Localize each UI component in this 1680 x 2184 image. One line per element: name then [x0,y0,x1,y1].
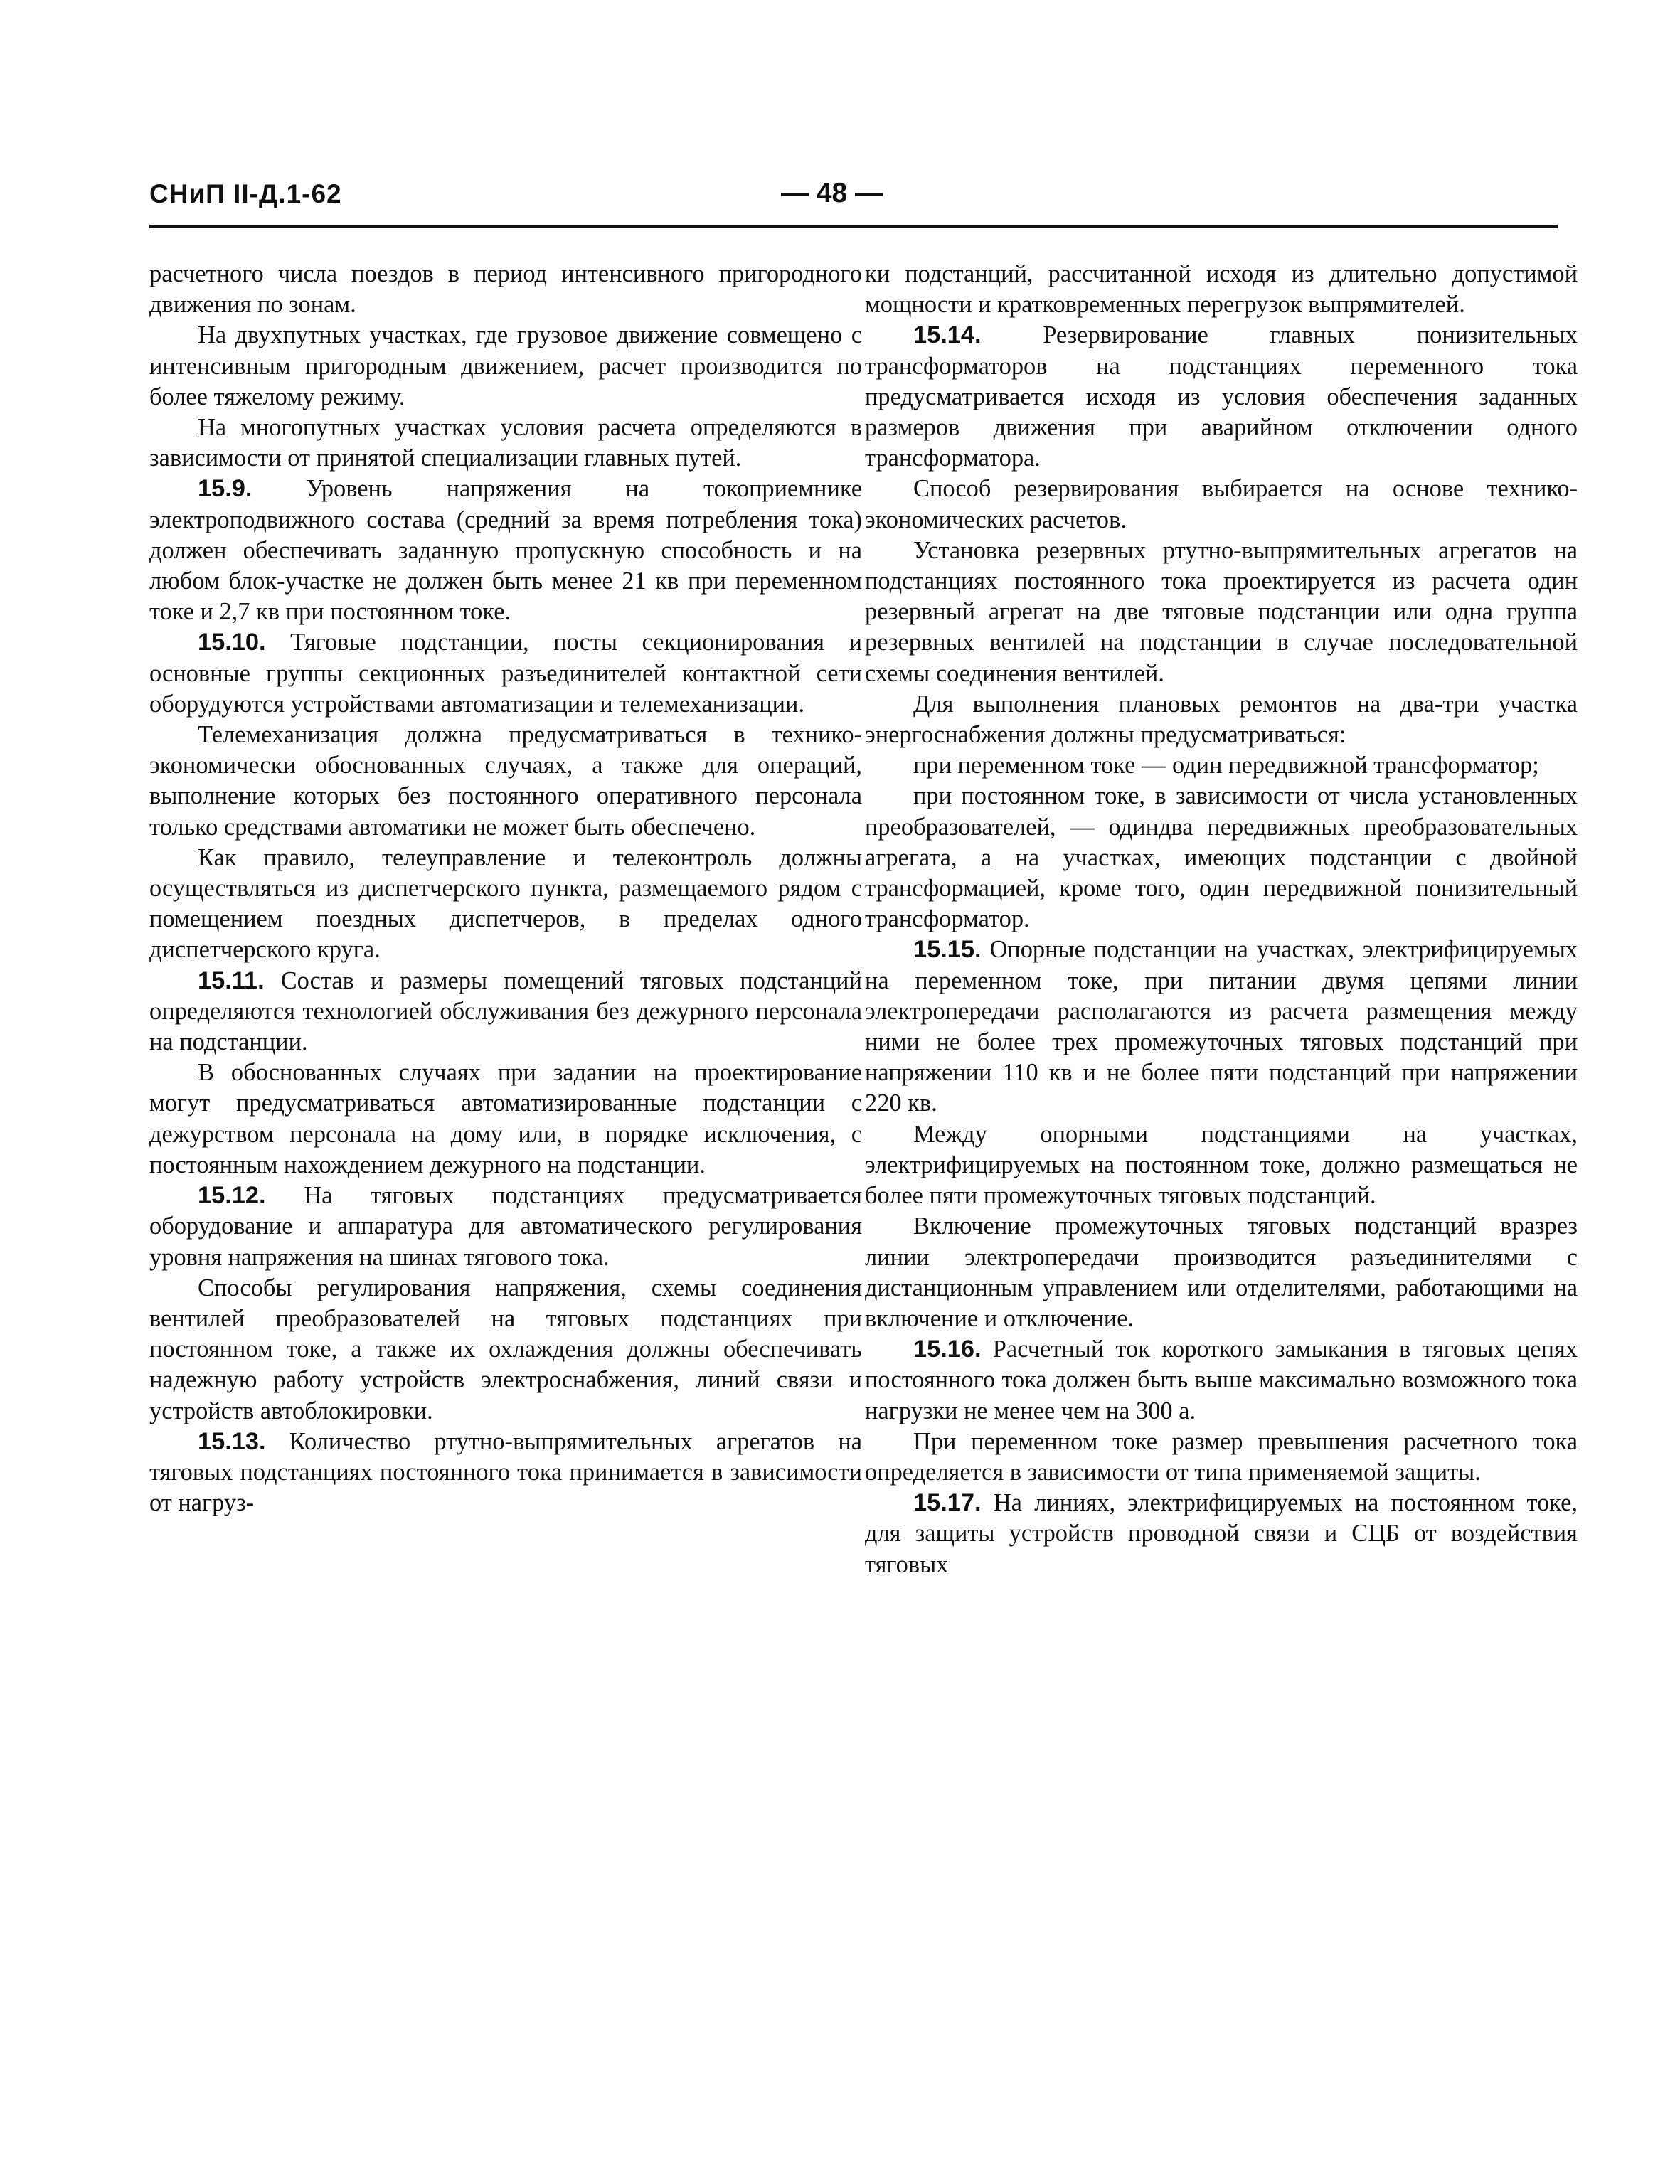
paragraph-text: при переменном токе — один передвижной трансформатор; [913,752,1539,779]
clause-number: 15.9. [198,475,252,503]
paragraph-text: Способы регулирования напряжения, схемы соединения вентилей преобразователей на тяговых подстанциях при постоянном токе, а также их охлаждения должны обеспечивать надежную работу устройств электроснабжения, линий связи и устройств автоблокировки. [149,1274,862,1424]
clause-number: 15.17. [913,1489,982,1517]
page-number: — 48 — [781,178,883,208]
paragraph-text: На линиях, электрифицируемых на постоянном токе, для защиты устройств проводной связи и СЦБ от воздействия тяговых [865,1489,1578,1578]
page-header [149,179,1558,223]
paragraph [149,627,862,720]
paragraph [865,1211,1578,1334]
paragraph-text: ки подстанций, рассчитанной исходя из длительно допустимой мощности и кратковременных перегрузок выпрямителей. [865,260,1578,319]
paragraph [865,1119,1578,1212]
paragraph-text: Между опорными подстанциями на участках, электрифицируемых на постоянном токе, должно размещаться не более пяти промежуточных тяговых подстанций. [865,1120,1578,1210]
right-column [865,259,1578,1580]
left-column [149,259,862,1518]
paragraph [149,843,862,966]
paragraph [149,1181,862,1273]
paragraph [865,1427,1578,1488]
clause-number: 15.12. [198,1182,266,1210]
paragraph-text: Количество ртутно-выпрямительных агрегатов на тяговых подстанциях постоянного тока принимается в зависимости от нагруз- [149,1427,862,1517]
paragraph [149,1427,862,1519]
paragraph-text: Резервирование главных понизительных трансформаторов на подстанциях переменного тока предусматривается исходя из условия обеспечения заданных размеров движения при аварийном отключении одного трансформатора. [865,321,1578,472]
document-code: СНиП II-Д.1-62 [149,179,342,208]
paragraph-text: На многопутных участках условия расчета определяются в зависимости от принятой специализации главных путей. [149,414,862,472]
paragraph [865,781,1578,934]
paragraph [149,320,862,412]
paragraph-text: При переменном токе размер превышения расчетного тока определяется в зависимости от типа применяемой защиты. [865,1427,1578,1486]
paragraph-text: Для выполнения плановых ремонтов на два-три участка энергоснабжения должны предусматриваться: [865,690,1578,749]
paragraph [865,320,1578,474]
paragraph-text: Способ резервирования выбирается на основе технико-экономических расчетов. [865,475,1578,533]
paragraph-text: На тяговых подстанциях предусматривается оборудование и аппаратура для автоматического регулирования уровня напряжения на шинах тягового тока. [149,1182,862,1271]
paragraph-text: Включение промежуточных тяговых подстанций вразрез линии электропередачи производится разъединителями с дистанционным управлением или отделителями, работающими на включение и отключение. [865,1213,1578,1332]
paragraph [149,1273,862,1427]
paragraph-text: Тяговые подстанции, посты секционирования и основные группы секционных разъединителей контактной сети оборудуются устройствами автоматизации и телемеханизации. [149,629,862,718]
paragraph-text: В обоснованных случаях при задании на проектирование могут предусматриваться автоматизированные подстанции с дежурством персонала на дому или, в порядке исключения, с постоянным нахождением дежурного на подстанции. [149,1059,862,1178]
clause-number: 15.11. [198,966,265,994]
clause-number: 15.14. [913,321,982,349]
paragraph-text: Установка резервных ртутно-выпрямительных агрегатов на подстанциях постоянного тока проектируется из расчета один резервный агрегат на две тяговые подстанции или одна группа резервных вентилей на подстанции в случае последовательной схемы соединения вентилей. [865,536,1578,687]
paragraph [865,1334,1578,1427]
paragraph [865,474,1578,535]
paragraph-text: расчетного числа поездов в период интенсивного пригородного движения по зонам. [149,260,862,319]
paragraph [865,1488,1578,1580]
paragraph [149,966,862,1058]
clause-number: 15.10. [198,629,266,656]
paragraph-text: Телемеханизация должна предусматриваться в технико-экономически обоснованных случаях, а также для операций, выполнение которых без постоянного оперативного персонала только средствами автоматики не может быть обеспечено. [149,721,862,841]
header-rule [149,225,1558,228]
paragraph-text: Опорные подстанции на участках, электрифицируемых на переменном токе, при питании двумя цепями линии электропередачи располагаются из расчета размещения между ними не более трех промежуточных тяговых подстанций при напряжении 110 кв и не более пяти подстанций при напряжении 220 кв. [865,936,1578,1117]
paragraph [149,720,862,843]
paragraph-text: Как правило, телеуправление и телеконтроль должны осуществляться из диспетчерского пункта, размещаемого рядом с помещением поездных диспетчеров, в пределах одного диспетчерского круга. [149,843,862,964]
paragraph [865,750,1578,781]
paragraph [149,474,862,627]
paragraph-text: Состав и размеры помещений тяговых подстанций определяются технологией обслуживания без дежурного персонала на подстанции. [149,966,862,1056]
clause-number: 15.13. [198,1427,266,1455]
paragraph [865,689,1578,750]
paragraph [149,412,862,474]
paragraph-text: На двухпутных участках, где грузовое движение совмещено с интенсивным пригородным движением, расчет производится по более тяжелому режиму. [149,321,862,410]
paragraph [865,934,1578,1119]
paragraph-text: при постоянном токе, в зависимости от числа установленных преобразователей, — одиндва передвижных преобразовательных агрегата, а на участках, имеющих подстанции с двойной трансформацией, кроме того, один передвижной понизительный трансформатор. [865,782,1578,933]
clause-number: 15.15. [913,936,982,964]
paragraph [149,259,862,320]
paragraph [149,1058,862,1181]
clause-number: 15.16. [913,1336,982,1363]
paragraph-text: Расчетный ток короткого замыкания в тяговых цепях постоянного тока должен быть выше максимально возможного тока нагрузки не менее чем на 300 а. [865,1336,1578,1424]
paragraph [865,536,1578,689]
paragraph [865,259,1578,320]
paragraph-text: Уровень напряжения на токоприемнике электроподвижного состава (средний за время потребления тока) должен обеспечивать заданную пропускную способность и на любом блок-участке не должен быть менее 21 кв при переменном токе и 2,7 кв при постоянном токе. [149,475,862,626]
